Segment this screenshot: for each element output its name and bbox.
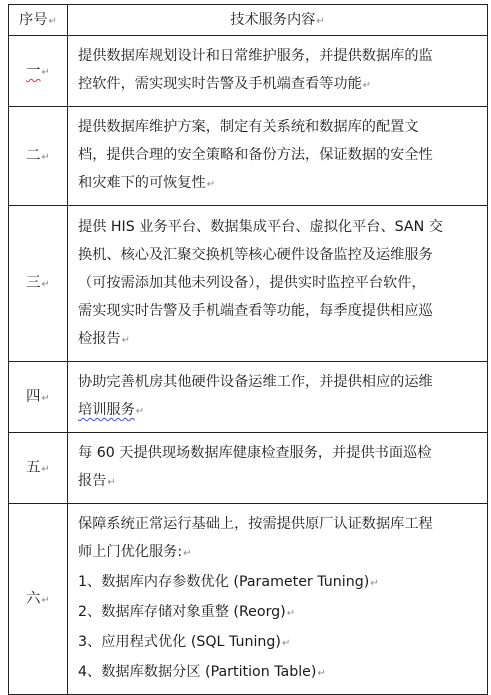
content-line: 提供数据库维护方案，制定有关系统和数据库的配置文 [78, 119, 419, 135]
paragraph-mark-icon: ↵ [41, 463, 50, 475]
paragraph-mark-icon: ↵ [41, 66, 50, 78]
paragraph-mark-icon: ↵ [48, 15, 57, 27]
row-number-cell [9, 504, 68, 695]
header-content-label: 技术服务内容 [230, 11, 316, 28]
content-line: 换机、核心及汇聚交换机等核心硬件设备监控及运维服务 [78, 246, 433, 263]
paragraph-mark-icon: ↵ [370, 578, 379, 589]
row-number-cell [9, 36, 68, 107]
content-line: 报告↵ [78, 473, 116, 489]
content-line: （可按需添加其他未列设备），提供实时监控平台软件， [78, 274, 426, 291]
table-row [9, 107, 488, 206]
table-row [9, 36, 488, 107]
paragraph-mark-icon: ↵ [362, 80, 372, 91]
content-line: 1、数据库内存参数优化 (Parameter Tuning)↵ [78, 574, 379, 590]
content-line: 提供数据库规划设计和日常维护服务，并提供数据库的监 [78, 48, 433, 64]
row-number-cell [9, 433, 68, 504]
content-line: 保障系统正常运行基础上，按需提供原厂认证数据库工程 [78, 516, 433, 532]
paragraph-mark-icon: ↵ [121, 334, 130, 346]
row-content-cell [68, 206, 488, 362]
row-number: 四 [26, 388, 41, 405]
content-line: 档，提供合理的安全策略和备份方法，保证数据的安全性 [78, 147, 433, 163]
content-line: 需实现实时告警及手机端查看等功能，每季度提供相应巡 [78, 302, 433, 319]
row-number: 六 [26, 590, 41, 607]
table-row [9, 504, 488, 695]
table-row [9, 433, 488, 504]
row-content-cell [68, 362, 488, 433]
paragraph-mark-icon: ↵ [41, 151, 50, 163]
table-row [9, 206, 488, 362]
service-table [8, 4, 488, 695]
row-number: 一 [26, 62, 41, 79]
paragraph-mark-icon: ↵ [316, 15, 325, 27]
content-line: 协助完善机房其他硬件设备运维工作，并提供相应的运维 [78, 374, 433, 390]
table-row [9, 362, 488, 433]
row-number-cell [9, 362, 68, 433]
content-line: 检报告↵ [78, 330, 130, 347]
content-line: 和灾难下的可恢复性↵ [78, 175, 216, 191]
row-number-cell [9, 107, 68, 206]
paragraph-mark-icon: ↵ [107, 477, 116, 488]
row-content-cell [68, 433, 488, 504]
paragraph-mark-icon: ↵ [206, 179, 216, 190]
content-line: 培训服务↵ [78, 402, 145, 418]
paragraph-mark-icon: ↵ [286, 608, 296, 619]
content-line: 控软件，需实现实时告警及手机端查看等功能↵ [78, 76, 372, 92]
row-content-cell [68, 36, 488, 107]
content-line: 提供 HIS 业务平台、数据集成平台、虚拟化平台、SAN 交 [78, 218, 443, 235]
content-line: 4、数据库数据分区 (Partition Table)↵ [78, 664, 326, 680]
paragraph-mark-icon: ↵ [317, 668, 326, 679]
header-cell-content [68, 5, 488, 36]
paragraph-mark-icon: ↵ [41, 279, 50, 291]
content-line: 3、应用程式优化 (SQL Tuning)↵ [78, 634, 291, 650]
row-content-cell [68, 107, 488, 206]
paragraph-mark-icon: ↵ [41, 392, 50, 404]
row-number: 五 [26, 459, 41, 476]
row-number: 三 [26, 275, 41, 292]
paragraph-mark-icon: ↵ [281, 638, 291, 649]
header-number-label: 序号 [19, 11, 48, 28]
header-cell-number [9, 5, 68, 36]
paragraph-mark-icon: ↵ [183, 548, 192, 559]
paragraph-mark-icon: ↵ [41, 594, 50, 606]
content-line: 2、数据库存储对象重整 (Reorg)↵ [78, 604, 296, 620]
row-number: 二 [26, 147, 41, 164]
row-content-cell [68, 504, 488, 695]
row-number-cell [9, 206, 68, 362]
content-line: 每 60 天提供现场数据库健康检查服务，并提供书面巡检 [78, 445, 432, 461]
header-row [9, 5, 488, 36]
paragraph-mark-icon: ↵ [135, 406, 145, 417]
content-line: 师上门优化服务:↵ [78, 544, 192, 560]
